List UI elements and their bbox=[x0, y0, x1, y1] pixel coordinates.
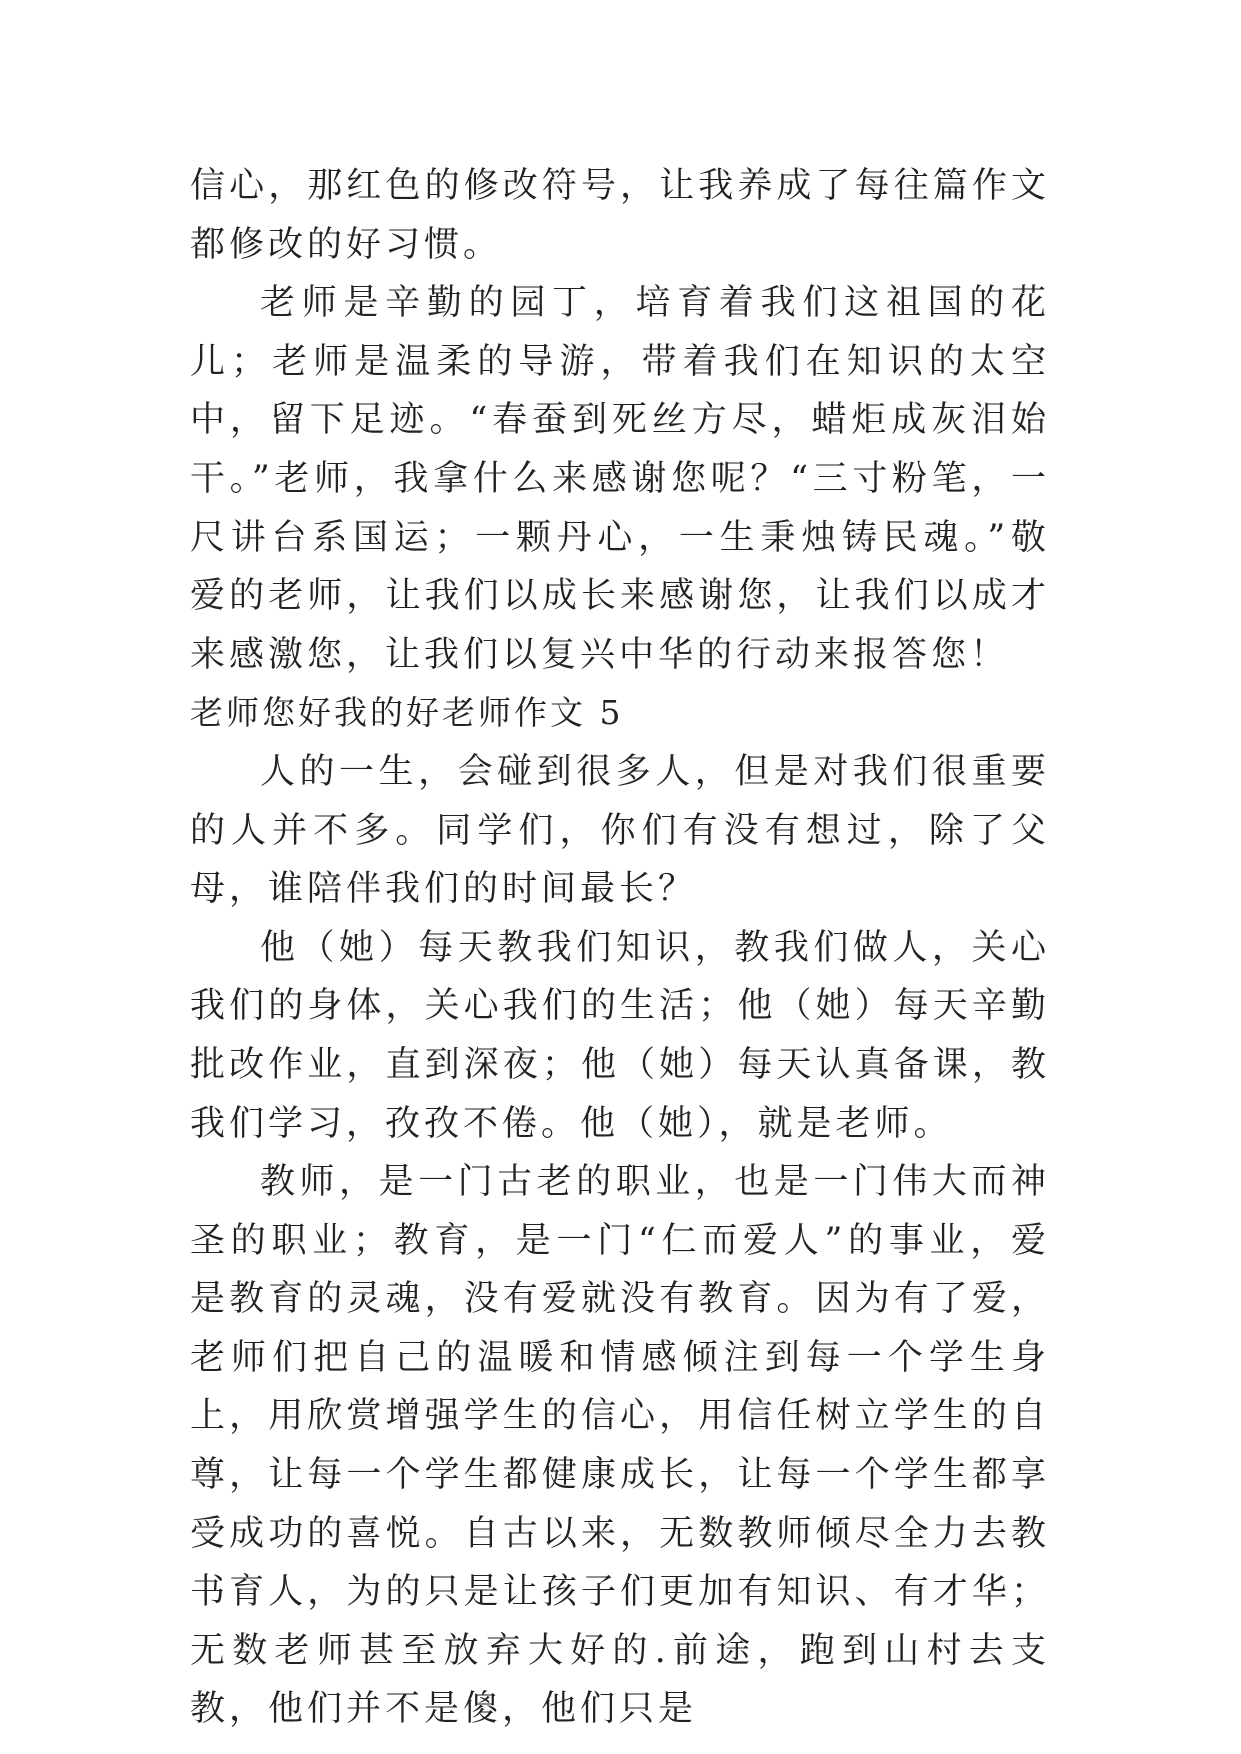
paragraph-teaching-profession: 教师，是一门古老的职业，也是一门伟大而神圣的职业；教育，是一门“仁而爱人”的事业，爱是教育的灵魂，没有爱就没有教育。因为有了爱，老师们把自己的温暖和情感倾注到每一个学生身上，用欣赏增强学生的信心，用信任树立学生的自尊，让每一个学生都健康成长，让每一个学生都享受成功的喜悦。自古以来，无数教师倾尽全力去教书育人，为的只是让孩子们更加有知识、有才华；无数老师甚至放弃大好的.前途，跑到山村去支教，他们并不是傻，他们只是 bbox=[190, 1162, 1050, 1730]
paragraph-continuation: 信心，那红色的修改符号，让我养成了每往篇作文都修改的好习惯。 bbox=[190, 166, 1050, 265]
paragraph-teacher-gardener: 老师是辛勤的园丁，培育着我们这祖国的花儿；老师是温柔的导游，带着我们在知识的太空中，留下足迹。“春蚕到死丝方尽，蜡炬成灰泪始干。”老师，我拿什么来感谢您呢？“三寸粉笔，一尺讲台系国运；一颗丹心，一生秉烛铸民魂。”敬爱的老师，让我们以成长来感谢您，让我们以成才来感激您，让我们以复兴中华的行动来报答您！ bbox=[190, 283, 1050, 675]
essay-heading: 老师您好我的好老师作文 5 bbox=[190, 693, 624, 733]
paragraph-he-she-teaches: 他（她）每天教我们知识，教我们做人，关心我们的身体，关心我们的生活；他（她）每天辛勤批改作业，直到深夜；他（她）每天认真备课，教我们学习，孜孜不倦。他（她），就是老师。 bbox=[190, 927, 1050, 1144]
paragraph-life-people: 人的一生，会碰到很多人，但是对我们很重要的人并不多。同学们，你们有没有想过，除了父母，谁陪伴我们的时间最长？ bbox=[190, 751, 1050, 910]
document-body bbox=[190, 157, 1050, 1739]
